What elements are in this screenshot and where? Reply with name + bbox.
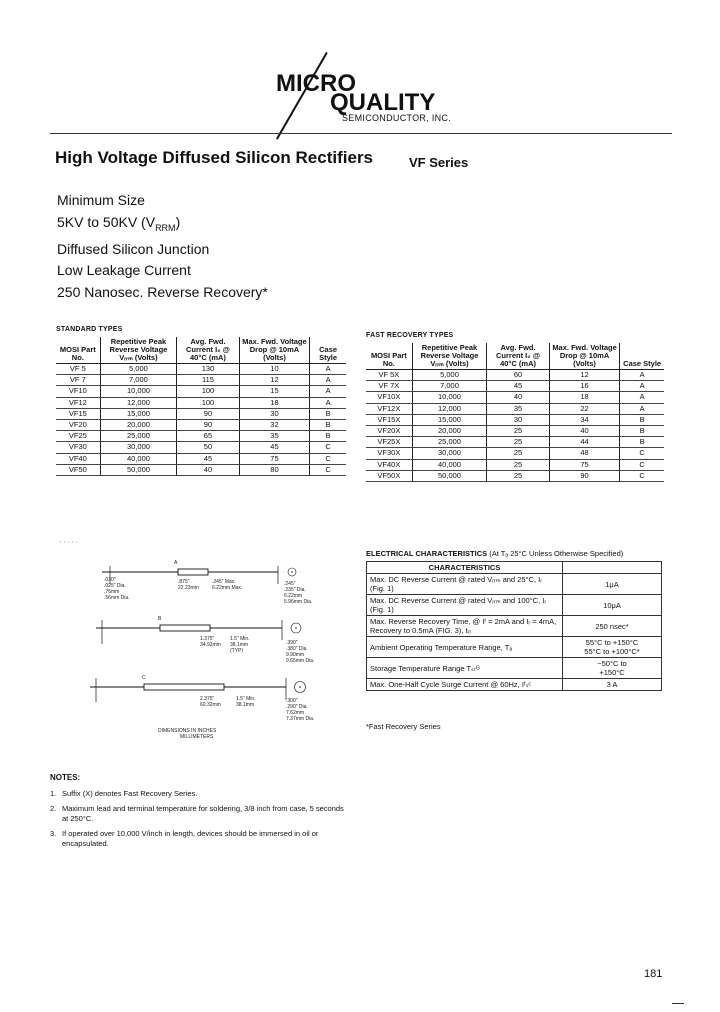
feature-list <box>57 190 268 303</box>
standard-types-caption: STANDARD TYPES <box>56 326 123 333</box>
table-cell: VF 5 <box>56 364 100 375</box>
svg-text:(TYP): (TYP) <box>230 648 244 654</box>
table-cell: VF12X <box>366 403 412 414</box>
table-cell: A <box>620 392 664 403</box>
table-cell: B <box>620 414 664 425</box>
table-cell: 115 <box>177 375 240 386</box>
table-cell: 45 <box>487 381 550 392</box>
table-cell: 40 <box>549 426 619 437</box>
svg-text:.875": .875" <box>178 579 190 585</box>
table-row <box>56 364 346 375</box>
table-cell: VF20 <box>56 420 100 431</box>
table-cell: 44 <box>549 437 619 448</box>
table-cell: 50,000 <box>100 464 176 475</box>
logo-quality: QUALITY <box>330 89 436 116</box>
case-b-drawing <box>96 616 314 664</box>
table-cell: A <box>620 381 664 392</box>
table-row <box>366 437 664 448</box>
table-row <box>56 375 346 386</box>
ec-row: Storage Temperature Range Tₛₜᴳ −50°C to +150°C <box>367 658 662 679</box>
table-cell: 12,000 <box>100 397 176 408</box>
ec-row: Max. DC Reverse Current @ rated Vᵣᵣₘ and 100°C, Iᵣ (Fig. 1) 10μA <box>367 595 662 616</box>
feature-item: Minimum Size <box>57 192 145 208</box>
table-row <box>56 408 346 419</box>
svg-text:6.22mm Max.: 6.22mm Max. <box>212 585 243 591</box>
svg-text:22.23mm: 22.23mm <box>178 585 199 591</box>
svg-text:1.375": 1.375" <box>200 636 215 642</box>
table-cell: C <box>310 453 346 464</box>
col-part-no: MOSI Part No. <box>370 351 407 368</box>
feature-item: Diffused Silicon Junction <box>57 240 210 257</box>
table-cell: C <box>310 464 346 475</box>
header-rule <box>50 133 672 134</box>
table-cell: VF 7X <box>366 381 412 392</box>
table-cell: A <box>620 370 664 381</box>
table-cell: VF30 <box>56 442 100 453</box>
page-number: 181 <box>644 968 663 980</box>
table-cell: 7,000 <box>412 381 487 392</box>
notes-heading: NOTES: <box>50 773 81 782</box>
table-cell: VF 5X <box>366 370 412 381</box>
note-item: 3. If operated over 10,000 V/inch in length, devices should be immersed in oil or encapsulated. <box>50 829 319 848</box>
table-cell: 10,000 <box>412 392 487 403</box>
ec-row: Max. DC Reverse Current @ rated Vᵣᵣₘ and 25°C, Iᵣ (Fig. 1) 1μA <box>367 574 662 595</box>
table-cell: VF40 <box>56 453 100 464</box>
table-row <box>56 386 346 397</box>
svg-text:6.22mm: 6.22mm <box>284 593 303 599</box>
table-cell: 40,000 <box>412 459 487 470</box>
table-cell: 30,000 <box>412 448 487 459</box>
table-cell: A <box>310 375 346 386</box>
table-cell: 80 <box>239 464 309 475</box>
table-cell: 22 <box>549 403 619 414</box>
electrical-table <box>366 561 662 691</box>
table-cell: 15 <box>239 386 309 397</box>
svg-text:.56mm Dia.: .56mm Dia. <box>104 595 130 601</box>
table-cell: 16 <box>549 381 619 392</box>
feature-item: 250 Nanosec. Reverse Recovery* <box>57 283 268 300</box>
case-c-drawing <box>90 675 314 722</box>
table-cell: VF30X <box>366 448 412 459</box>
feature-item: Low Leakage Current <box>57 262 191 279</box>
case-c-label: C <box>142 675 146 681</box>
table-cell: VF15 <box>56 408 100 419</box>
table-cell: 12 <box>549 370 619 381</box>
svg-text:.290" Dia.: .290" Dia. <box>286 704 308 710</box>
svg-text:9.90mm: 9.90mm <box>286 652 305 658</box>
table-cell: VF50X <box>366 470 412 481</box>
dimension-legend-inches: DIMENSIONS IN INCHES <box>158 728 217 734</box>
table-row <box>366 448 664 459</box>
svg-text:.030": .030" <box>104 577 116 583</box>
table-cell: 30,000 <box>100 442 176 453</box>
table-cell: A <box>310 386 346 397</box>
logo-micro: MICRO <box>276 70 356 97</box>
table-cell: B <box>620 426 664 437</box>
table-cell: 60 <box>487 370 550 381</box>
table-cell: 32 <box>239 420 309 431</box>
svg-text:9.65mm Dia.: 9.65mm Dia. <box>286 658 315 664</box>
col-case: Case Style <box>310 337 346 364</box>
svg-text:.380" Dia.: .380" Dia. <box>286 646 308 652</box>
table-cell: VF15X <box>366 414 412 425</box>
ec-row: Max. One-Half Cycle Surge Current @ 60Hz, Iᶠₛᶜ 3 A <box>367 679 662 691</box>
svg-text:.76mm: .76mm <box>104 589 120 595</box>
table-cell: 18 <box>549 392 619 403</box>
table-cell: 10,000 <box>100 386 176 397</box>
table-cell: 25,000 <box>100 431 176 442</box>
svg-text:7.62mm: 7.62mm <box>286 710 305 716</box>
page-rule <box>672 1003 684 1004</box>
table-cell: 15,000 <box>412 414 487 425</box>
table-cell: 30 <box>239 408 309 419</box>
col-part-no: MOSI Part No. <box>59 345 96 362</box>
table-row <box>56 442 346 453</box>
table-cell: VF25X <box>366 437 412 448</box>
table-cell: 50,000 <box>412 470 487 481</box>
table-row <box>366 470 664 481</box>
table-cell: 5,000 <box>412 370 487 381</box>
col-current: Avg. Fwd. Current I₀ @ 40°C (mA) <box>487 343 550 370</box>
svg-text:2.375": 2.375" <box>200 696 215 702</box>
table-cell: 25 <box>487 448 550 459</box>
fast-types-caption: FAST RECOVERY TYPES <box>366 332 454 339</box>
table-cell: VF25 <box>56 431 100 442</box>
table-cell: VF40X <box>366 459 412 470</box>
table-cell: 12 <box>239 375 309 386</box>
table-cell: A <box>620 403 664 414</box>
table-cell: 20,000 <box>100 420 176 431</box>
svg-text:60.32mm: 60.32mm <box>200 702 221 708</box>
table-cell: 25 <box>487 437 550 448</box>
table-cell: 7,000 <box>100 375 176 386</box>
table-row <box>56 453 346 464</box>
svg-text:.025" Dia.: .025" Dia. <box>104 583 126 589</box>
case-dimension-diagram <box>60 540 340 750</box>
col-voltage: Repetitive Peak Reverse Voltage Vᵣᵣₘ (Volts) <box>412 343 487 370</box>
table-cell: 5,000 <box>100 364 176 375</box>
svg-text:7.37mm Dia.: 7.37mm Dia. <box>286 716 315 722</box>
table-cell: 40 <box>177 464 240 475</box>
table-cell: 35 <box>239 431 309 442</box>
svg-text:38.1mm: 38.1mm <box>236 702 255 708</box>
col-case: Case Style <box>620 343 664 370</box>
table-row <box>366 414 664 425</box>
table-cell: 35 <box>487 403 550 414</box>
table-row <box>366 392 664 403</box>
table-cell: 10 <box>239 364 309 375</box>
table-cell: VF50 <box>56 464 100 475</box>
table-cell: C <box>620 459 664 470</box>
table-cell: 25 <box>487 470 550 481</box>
svg-text:.235" Dia.: .235" Dia. <box>284 587 306 593</box>
case-b-label: B <box>158 616 162 622</box>
svg-text:.390": .390" <box>286 640 298 646</box>
table-cell: 90 <box>177 408 240 419</box>
svg-text:34.92mm: 34.92mm <box>200 642 221 648</box>
dimension-legend-mm: MILLIMETERS <box>180 734 214 740</box>
case-a-drawing <box>102 560 312 605</box>
table-row <box>366 426 664 437</box>
page-title: High Voltage Diffused Silicon Rectifiers <box>55 148 374 167</box>
table-cell: 90 <box>177 420 240 431</box>
table-cell: 75 <box>549 459 619 470</box>
col-current: Avg. Fwd. Current I₀ @ 40°C (mA) <box>177 337 240 364</box>
feature-item: 5KV to 50KV $(V_{RRM})$ <box>57 213 181 233</box>
note-item: 2. Maximum lead and terminal temperature for soldering, 3/8 inch from case, 5 seconds at 250°C. <box>50 804 344 823</box>
table-cell: A <box>310 364 346 375</box>
svg-text:.300": .300" <box>286 698 298 704</box>
table-cell: VF10 <box>56 386 100 397</box>
table-row <box>366 403 664 414</box>
notes-list <box>50 789 350 854</box>
table-cell: 25 <box>487 459 550 470</box>
svg-text:5.96mm Dia.: 5.96mm Dia. <box>284 599 313 605</box>
case-a-label: A <box>174 560 178 566</box>
table-cell: 100 <box>177 397 240 408</box>
ec-row: Max. Reverse Recovery Time, @ Iᶠ = 2mA and Iᵣ = 4mA, Recovery to 0.5mA (FIG. 3), tᵣᵣ 250 nsec* <box>367 616 662 637</box>
table-cell: 48 <box>549 448 619 459</box>
table-row <box>366 381 664 392</box>
table-cell: 20,000 <box>412 426 487 437</box>
ec-row: Ambient Operating Temperature Range, Tₐ 55°C to +150°C 55°C to +100°C* <box>367 637 662 658</box>
table-cell: VF 7 <box>56 375 100 386</box>
table-cell: 75 <box>239 453 309 464</box>
table-row <box>366 370 664 381</box>
table-cell: B <box>310 431 346 442</box>
table-cell: 40,000 <box>100 453 176 464</box>
table-row <box>56 397 346 408</box>
table-cell: 50 <box>177 442 240 453</box>
table-cell: 18 <box>239 397 309 408</box>
fast-types-table <box>366 343 664 482</box>
standard-types-table <box>56 337 346 476</box>
table-cell: B <box>310 408 346 419</box>
table-cell: C <box>620 448 664 459</box>
table-cell: 100 <box>177 386 240 397</box>
svg-text:1.5" Min.: 1.5" Min. <box>230 636 250 642</box>
table-cell: 25 <box>487 426 550 437</box>
table-cell: 45 <box>239 442 309 453</box>
table-cell: 30 <box>487 414 550 425</box>
electrical-footnote: *Fast Recovery Series <box>366 722 441 731</box>
table-cell: VF20X <box>366 426 412 437</box>
table-cell: A <box>310 397 346 408</box>
svg-text:1.5" Min.: 1.5" Min. <box>236 696 256 702</box>
electrical-heading: ELECTRICAL CHARACTERISTICS (At Tₐ 25°C Unless Otherwise Specified) <box>366 549 624 558</box>
table-cell: C <box>310 442 346 453</box>
note-item: 1. Suffix (X) denotes Fast Recovery Series. <box>50 789 198 798</box>
svg-text:.245": .245" <box>284 581 296 587</box>
svg-text:.245" Max.: .245" Max. <box>212 579 236 585</box>
table-row <box>366 459 664 470</box>
table-cell: B <box>620 437 664 448</box>
table-cell: 130 <box>177 364 240 375</box>
series-label: VF Series <box>409 155 469 170</box>
table-row <box>56 431 346 442</box>
table-cell: VF10X <box>366 392 412 403</box>
col-voltage: Repetitive Peak Reverse Voltage Vᵣᵣₘ (Volts) <box>100 337 176 364</box>
col-drop: Max. Fwd. Voltage Drop @ 10mA (Volts) <box>549 343 619 370</box>
table-cell: 40 <box>487 392 550 403</box>
table-row <box>56 420 346 431</box>
table-cell: C <box>620 470 664 481</box>
table-cell: 65 <box>177 431 240 442</box>
table-row <box>56 464 346 475</box>
svg-text:38.1mm: 38.1mm <box>230 642 249 648</box>
table-cell: 25,000 <box>412 437 487 448</box>
ec-col-header: CHARACTERISTICS <box>367 562 563 574</box>
table-cell: 45 <box>177 453 240 464</box>
logo-semiconductor: SEMICONDUCTOR, INC. <box>342 113 452 123</box>
table-cell: 34 <box>549 414 619 425</box>
table-cell: 15,000 <box>100 408 176 419</box>
table-cell: 90 <box>549 470 619 481</box>
table-cell: 12,000 <box>412 403 487 414</box>
table-cell: VF12 <box>56 397 100 408</box>
col-drop: Max. Fwd. Voltage Drop @ 10mA (Volts) <box>239 337 309 364</box>
table-cell: B <box>310 420 346 431</box>
